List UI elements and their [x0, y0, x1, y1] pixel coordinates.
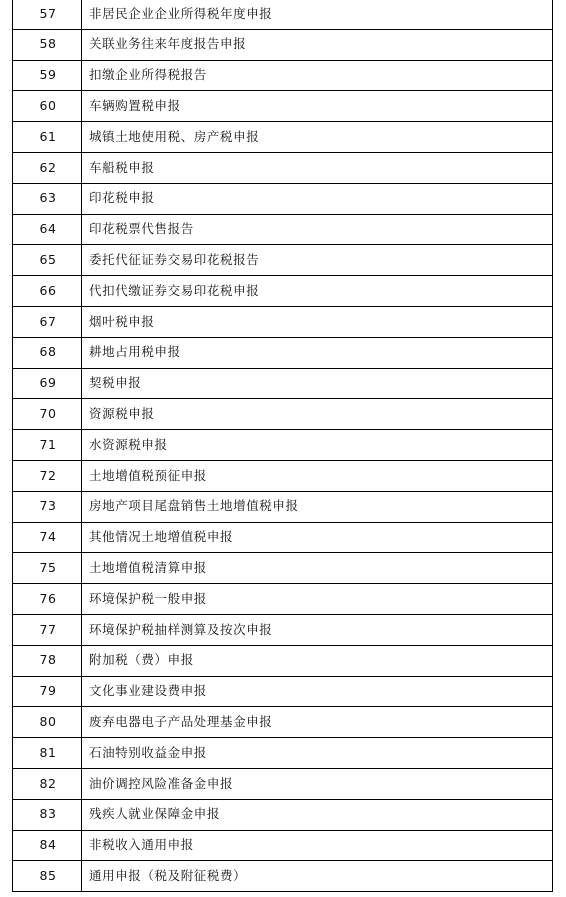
table-row	[13, 584, 553, 615]
table-row	[13, 491, 553, 522]
row-number: 77	[13, 614, 82, 645]
declaration-name: 附加税（费）申报	[82, 645, 553, 676]
declaration-name: 资源税申报	[82, 399, 553, 430]
row-number: 64	[13, 214, 82, 245]
row-number: 68	[13, 337, 82, 368]
declaration-name: 印花税票代售报告	[82, 214, 553, 245]
declaration-name: 环境保护税一般申报	[82, 584, 553, 615]
declaration-name: 通用申报（税及附征税费）	[82, 861, 553, 892]
declaration-name: 非居民企业企业所得税年度申报	[82, 0, 553, 29]
table-row	[13, 614, 553, 645]
declaration-name: 委托代征证券交易印花税报告	[82, 245, 553, 276]
declaration-name: 契税申报	[82, 368, 553, 399]
declaration-name: 土地增值税预征申报	[82, 460, 553, 491]
table-row	[13, 337, 553, 368]
table-row	[13, 368, 553, 399]
row-number: 83	[13, 799, 82, 830]
table-row	[13, 522, 553, 553]
row-number: 57	[13, 0, 82, 29]
tax-declaration-table	[12, 0, 553, 892]
row-number: 71	[13, 430, 82, 461]
declaration-name: 油价调控风险准备金申报	[82, 768, 553, 799]
table-row	[13, 830, 553, 861]
declaration-name: 土地增值税清算申报	[82, 553, 553, 584]
row-number: 81	[13, 738, 82, 769]
table-row	[13, 707, 553, 738]
table-row	[13, 768, 553, 799]
row-number: 66	[13, 276, 82, 307]
table-row	[13, 799, 553, 830]
table-row	[13, 183, 553, 214]
row-number: 61	[13, 122, 82, 153]
table-row	[13, 645, 553, 676]
declaration-name: 印花税申报	[82, 183, 553, 214]
row-number: 76	[13, 584, 82, 615]
tax-declaration-table-container	[12, 0, 553, 892]
declaration-name: 石油特别收益金申报	[82, 738, 553, 769]
declaration-name: 扣缴企业所得税报告	[82, 60, 553, 91]
table-row	[13, 152, 553, 183]
declaration-name: 车辆购置税申报	[82, 91, 553, 122]
declaration-name: 代扣代缴证券交易印花税申报	[82, 276, 553, 307]
table-row	[13, 60, 553, 91]
table-row	[13, 91, 553, 122]
declaration-name: 文化事业建设费申报	[82, 676, 553, 707]
table-row	[13, 460, 553, 491]
declaration-name: 残疾人就业保障金申报	[82, 799, 553, 830]
row-number: 58	[13, 29, 82, 60]
table-row	[13, 214, 553, 245]
declaration-name: 非税收入通用申报	[82, 830, 553, 861]
declaration-name: 车船税申报	[82, 152, 553, 183]
declaration-name: 城镇土地使用税、房产税申报	[82, 122, 553, 153]
table-row	[13, 430, 553, 461]
row-number: 80	[13, 707, 82, 738]
declaration-name: 房地产项目尾盘销售土地增值税申报	[82, 491, 553, 522]
table-row	[13, 861, 553, 892]
table-row	[13, 276, 553, 307]
table-row	[13, 245, 553, 276]
table-row	[13, 0, 553, 29]
row-number: 70	[13, 399, 82, 430]
row-number: 72	[13, 460, 82, 491]
declaration-name: 废弃电器电子产品处理基金申报	[82, 707, 553, 738]
row-number: 73	[13, 491, 82, 522]
row-number: 79	[13, 676, 82, 707]
table-row	[13, 122, 553, 153]
row-number: 67	[13, 306, 82, 337]
table-body	[13, 0, 553, 892]
row-number: 60	[13, 91, 82, 122]
table-row	[13, 29, 553, 60]
row-number: 84	[13, 830, 82, 861]
row-number: 78	[13, 645, 82, 676]
declaration-name: 烟叶税申报	[82, 306, 553, 337]
row-number: 74	[13, 522, 82, 553]
row-number: 63	[13, 183, 82, 214]
table-row	[13, 676, 553, 707]
row-number: 62	[13, 152, 82, 183]
table-row	[13, 399, 553, 430]
row-number: 69	[13, 368, 82, 399]
declaration-name: 水资源税申报	[82, 430, 553, 461]
table-row	[13, 738, 553, 769]
table-row	[13, 553, 553, 584]
declaration-name: 其他情况土地增值税申报	[82, 522, 553, 553]
declaration-name: 关联业务往来年度报告申报	[82, 29, 553, 60]
row-number: 65	[13, 245, 82, 276]
declaration-name: 环境保护税抽样测算及按次申报	[82, 614, 553, 645]
row-number: 85	[13, 861, 82, 892]
row-number: 59	[13, 60, 82, 91]
table-row	[13, 306, 553, 337]
row-number: 82	[13, 768, 82, 799]
declaration-name: 耕地占用税申报	[82, 337, 553, 368]
row-number: 75	[13, 553, 82, 584]
